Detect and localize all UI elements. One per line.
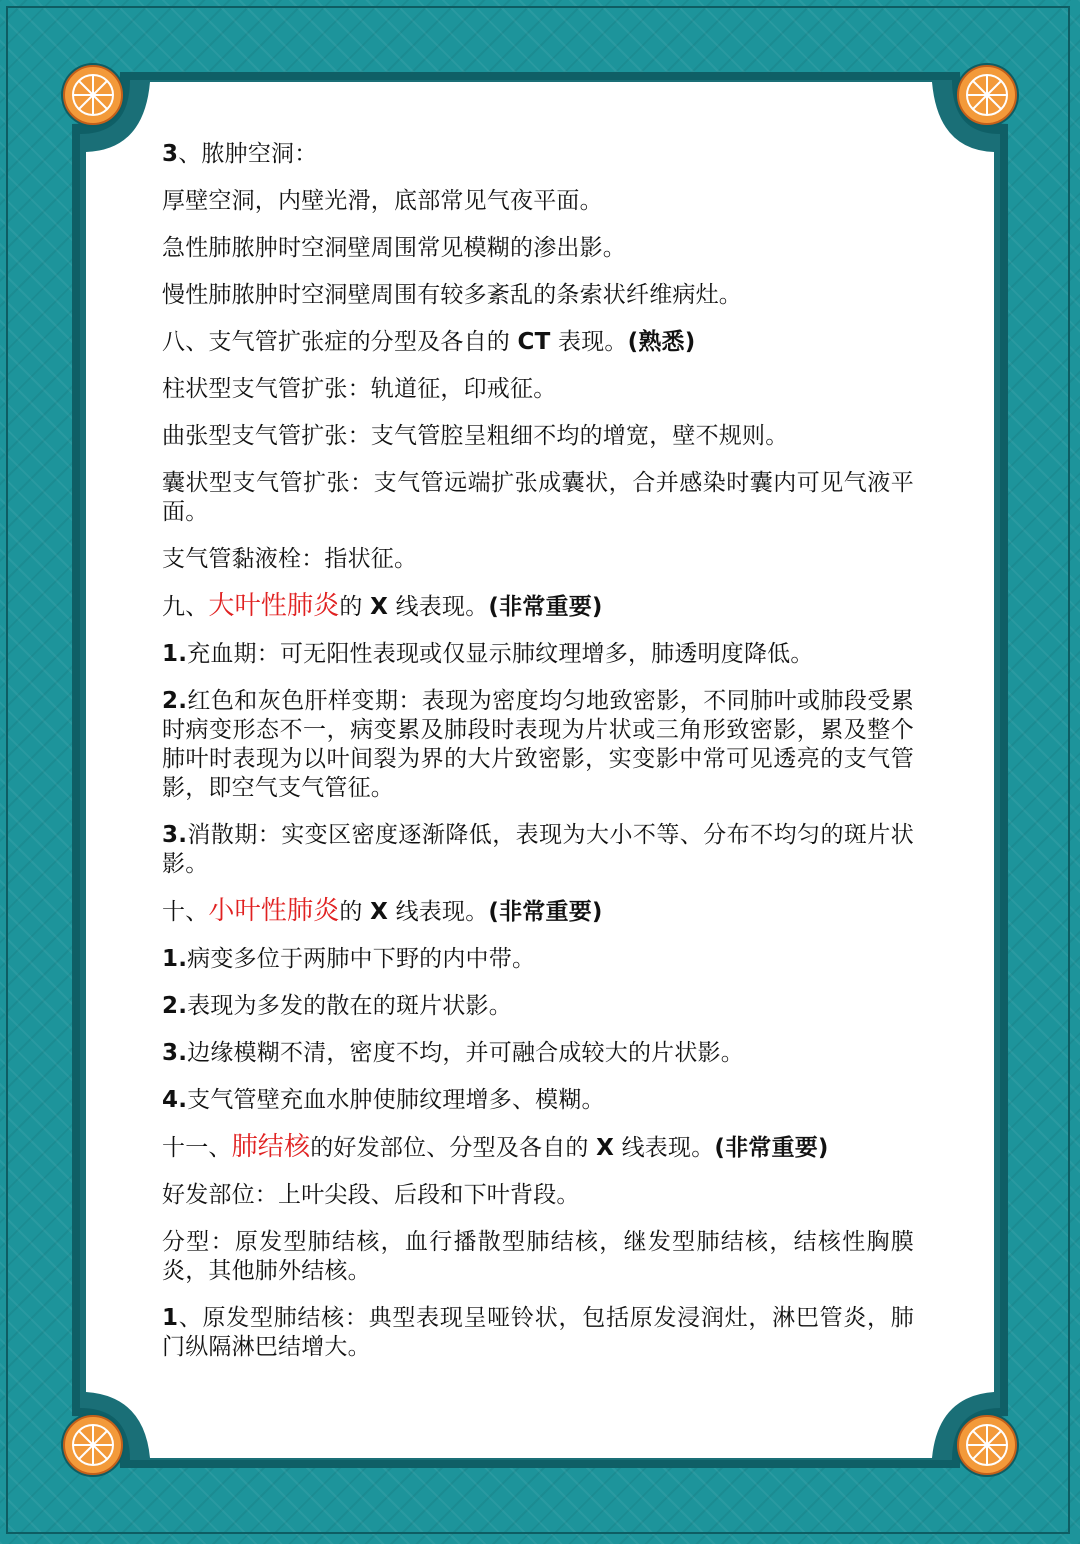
paragraph: 好发部位：上叶尖段、后段和下叶背段。 <box>162 1182 580 1208</box>
paragraph: 曲张型支气管扩张：支气管腔呈粗细不均的增宽，壁不规则。 <box>162 423 789 449</box>
paragraph: 分型：原发型肺结核，血行播散型肺结核，继发型肺结核，结核性胸膜炎，其他肺外结核。 <box>162 1229 914 1284</box>
corner-ornament-top-right <box>954 62 1020 128</box>
numbered-item: 1.病变多位于两肺中下野的内中带。 <box>162 946 536 972</box>
paragraph: 慢性肺脓肿时空洞壁周围有较多紊乱的条索状纤维病灶。 <box>162 282 742 308</box>
numbered-item: 3.消散期：实变区密度逐渐降低，表现为大小不等、分布不均匀的斑片状影。 <box>162 822 914 877</box>
paragraph: 柱状型支气管扩张：轨道征，印戒征。 <box>162 376 557 402</box>
paragraph: 支气管黏液栓：指状征。 <box>162 546 418 572</box>
section-heading: 九、大叶性肺炎的 X 线表现。(非常重要) <box>162 591 603 621</box>
section-heading: 十一、肺结核的好发部位、分型及各自的 X 线表现。(非常重要) <box>162 1132 829 1162</box>
section-heading: 十、小叶性肺炎的 X 线表现。(非常重要) <box>162 896 603 926</box>
item-heading: 3、脓肿空洞： <box>162 141 318 167</box>
numbered-item: 3.边缘模糊不清，密度不均，并可融合成较大的片状影。 <box>162 1040 744 1066</box>
corner-ornament-bottom-right <box>954 1412 1020 1478</box>
document-body <box>162 140 914 1380</box>
paragraph: 急性肺脓肿时空洞壁周围常见模糊的渗出影。 <box>162 235 626 261</box>
section-heading: 八、支气管扩张症的分型及各自的 CT 表现。(熟悉) <box>162 329 696 355</box>
corner-ornament-top-left <box>60 62 126 128</box>
numbered-item: 2.红色和灰色肝样变期：表现为密度均匀地致密影，不同肺叶或肺段受累时病变形态不一，病变累及肺段时表现为片状或三角形致密影，累及整个肺叶时表现为以叶间裂为界的大片致密影，实变影中常可见透亮的支气管影，即空气支气管征。 <box>162 688 914 801</box>
numbered-item: 2.表现为多发的散在的斑片状影。 <box>162 993 512 1019</box>
numbered-item: 1、原发型肺结核：典型表现呈哑铃状，包括原发浸润灶，淋巴管炎，肺门纵隔淋巴结增大。 <box>162 1305 914 1360</box>
corner-ornament-bottom-left <box>60 1412 126 1478</box>
paragraph: 厚壁空洞，内壁光滑，底部常见气夜平面。 <box>162 188 603 214</box>
numbered-item: 4.支气管壁充血水肿使肺纹理增多、模糊。 <box>162 1087 605 1113</box>
paragraph: 囊状型支气管扩张：支气管远端扩张成囊状，合并感染时囊内可见气液平面。 <box>162 470 914 525</box>
numbered-item: 1.充血期：可无阳性表现或仅显示肺纹理增多，肺透明度降低。 <box>162 641 814 667</box>
